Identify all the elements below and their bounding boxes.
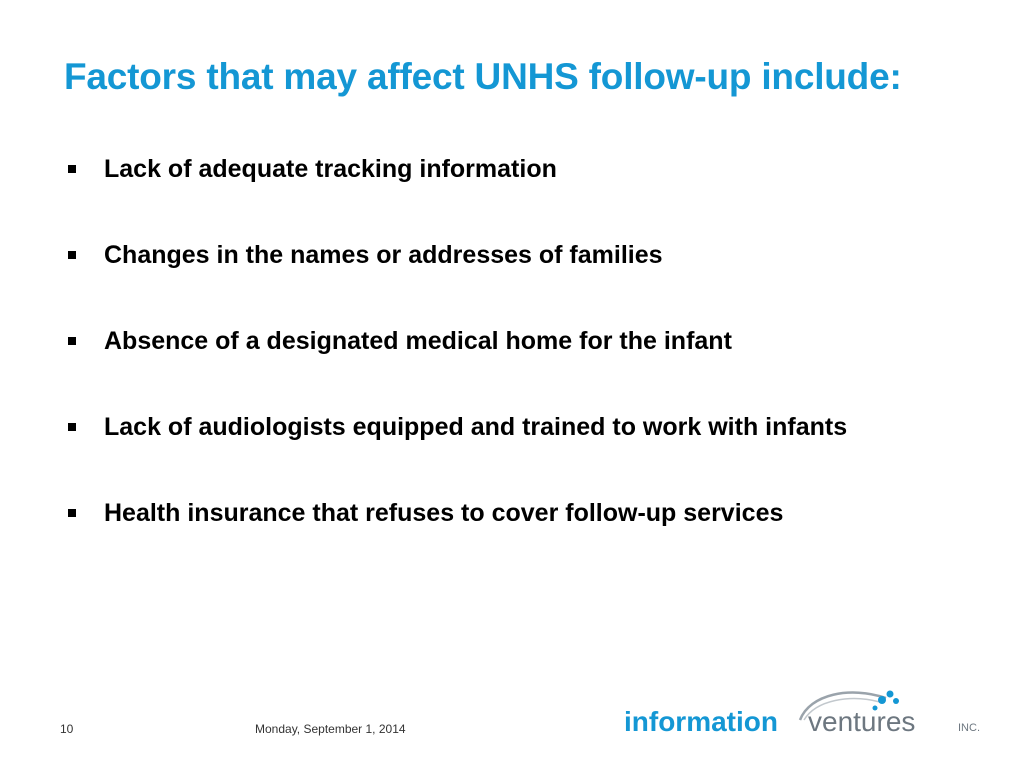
square-bullet-icon: [68, 509, 76, 517]
bullet-item: [66, 152, 946, 186]
logo-word-ventures: ventures: [808, 706, 916, 737]
square-bullet-icon: [68, 251, 76, 259]
bullet-item: [66, 496, 946, 530]
logo-suffix: INC.: [958, 722, 980, 734]
bullet-item: [66, 410, 946, 444]
bullet-item: [66, 238, 946, 272]
slide-number: 10: [60, 722, 74, 736]
logo-word-information: information: [624, 706, 778, 737]
square-bullet-icon: [68, 165, 76, 173]
bullet-text: Absence of a designated medical home for the infant: [104, 327, 732, 355]
bullet-list: [66, 152, 946, 582]
bullet-text: Lack of audiologists equipped and trained to work with infants: [104, 413, 848, 441]
company-logo: [624, 686, 994, 746]
slide-title: Factors that may affect UNHS follow-up include:: [64, 56, 902, 97]
bullet-text: Changes in the names or addresses of families: [104, 241, 663, 269]
bullet-item: [66, 324, 946, 358]
footer-date: Monday, September 1, 2014: [255, 722, 406, 736]
logo-dot-icon: [887, 691, 894, 698]
square-bullet-icon: [68, 423, 76, 431]
square-bullet-icon: [68, 337, 76, 345]
bullet-text: Lack of adequate tracking information: [104, 155, 557, 183]
logo-dot-icon: [878, 696, 886, 704]
logo-dot-icon: [893, 698, 899, 704]
bullet-text: Health insurance that refuses to cover follow-up services: [104, 499, 784, 527]
